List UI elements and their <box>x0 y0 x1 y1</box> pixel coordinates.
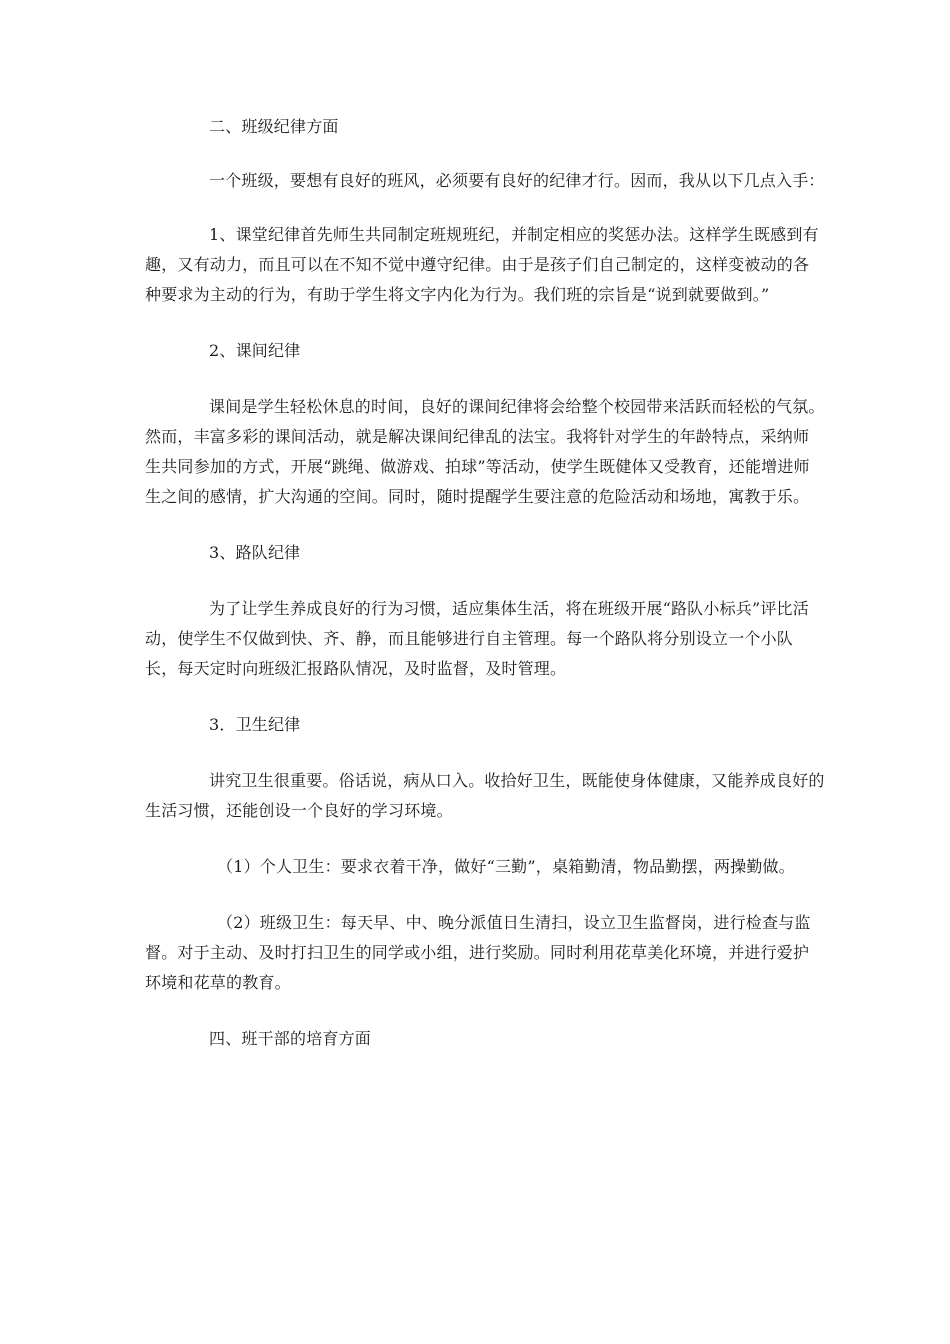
hygiene-discipline-heading: 3．卫生纪律 <box>209 715 301 734</box>
queue-discipline-paragraph: 为了让学生养成良好的行为习惯，适应集体生活，将在班级开展“路队小标兵”评比活动，使学生不仅做到快、齐、静，而且能够进行自主管理。每一个路队将分别设立一个小队长，每天定时向班级汇报路队情况，及时监督，及时管理。 <box>145 599 809 678</box>
personal-hygiene-item: （1）个人卫生：要求衣着干净，做好“三勤”，桌箱勤清，物品勤摆，两操勤做。 <box>217 857 795 876</box>
intro-paragraph: 一个班级，要想有良好的班风，必须要有良好的纪律才行。因而，我从以下几点入手： <box>209 171 825 190</box>
section-heading-class-cadres: 四、班干部的培育方面 <box>209 1029 372 1048</box>
section-heading-discipline: 二、班级纪律方面 <box>209 117 339 136</box>
class-hygiene-item: （2）班级卫生：每天早、中、晚分派值日生清扫，设立卫生监督岗，进行检查与监督。对于主动、及时打扫卫生的同学或小组，进行奖励。同时利用花草美化环境，并进行爱护环境和花草的教育。 <box>145 913 811 992</box>
recess-discipline-heading: 2、课间纪律 <box>209 341 301 360</box>
queue-discipline-heading: 3、路队纪律 <box>209 543 301 562</box>
document-body <box>145 112 825 1054</box>
recess-discipline-paragraph: 课间是学生轻松休息的时间，良好的课间纪律将会给整个校园带来活跃而轻松的气氛。然而，丰富多彩的课间活动，就是解决课间纪律乱的法宝。我将针对学生的年龄特点，采纳师生共同参加的方式，开展“跳绳、做游戏、拍球”等活动，使学生既健体又受教育，还能增进师生之间的感情，扩大沟通的空间。同时，随时提醒学生要注意的危险活动和场地，寓教于乐。 <box>145 397 825 506</box>
classroom-discipline-paragraph: 1、课堂纪律首先师生共同制定班规班纪，并制定相应的奖惩办法。这样学生既感到有趣，又有动力，而且可以在不知不觉中遵守纪律。由于是孩子们自己制定的，这样变被动的各种要求为主动的行为，有助于学生将文字内化为行为。我们班的宗旨是“说到就要做到。” <box>145 225 819 304</box>
hygiene-discipline-paragraph: 讲究卫生很重要。俗话说，病从口入。收拾好卫生，既能使身体健康，又能养成良好的生活习惯，还能创设一个良好的学习环境。 <box>145 771 825 820</box>
